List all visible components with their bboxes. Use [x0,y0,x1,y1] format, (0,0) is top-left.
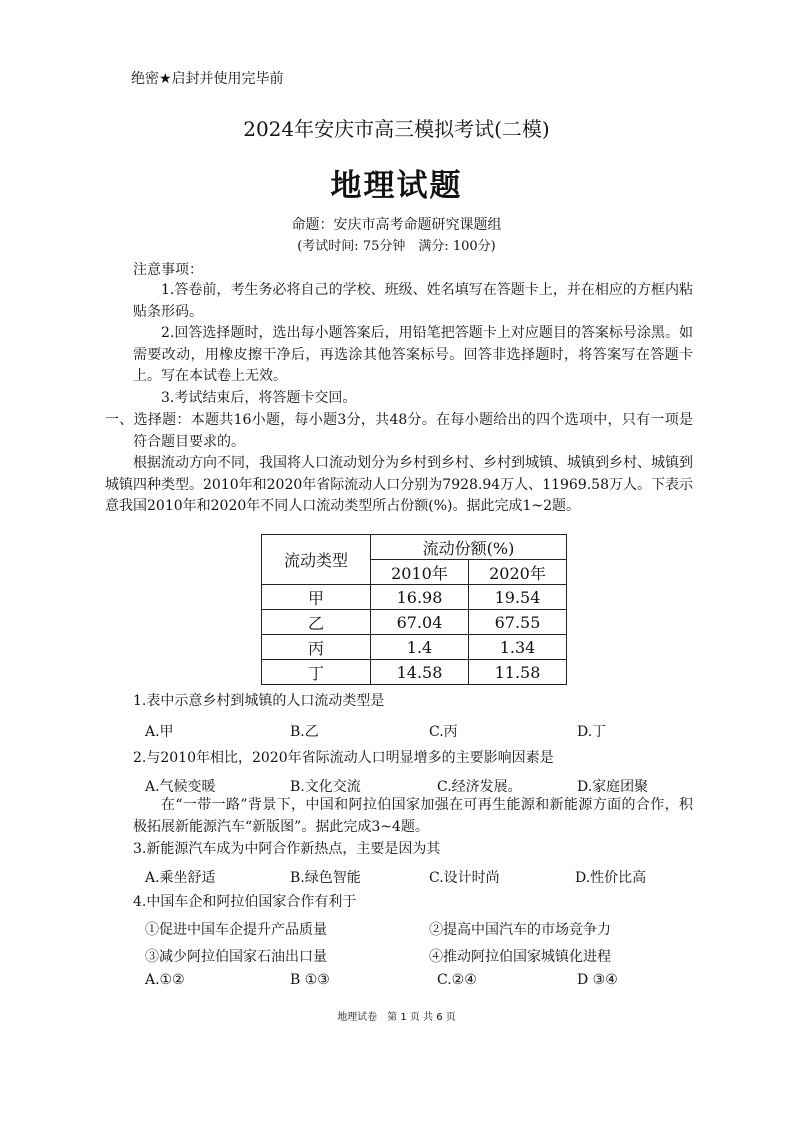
question-1-stem: 1.表中示意乡村到城镇的人口流动类型是 [133,693,385,709]
q4-item-2: ②提高中国汽车的市场竞争力 [429,922,611,938]
table-cell-type: 丙 [262,635,371,660]
q4-item-3: ③减少阿拉伯国家石油出口量 [145,949,327,965]
table-cell-2020: 67.55 [469,610,567,635]
table-header-type: 流动类型 [262,535,371,585]
population-flow-table [261,534,567,685]
table-cell-2010: 16.98 [371,585,469,610]
q2-option-b: B.文化交流 [290,779,361,795]
table-row [262,660,567,685]
table-cell-2020: 11.58 [469,660,567,685]
q2-option-d: D.家庭团聚 [577,779,649,795]
note-item-2: 2.回答选择题时，选出每小题答案后，用铅笔把答题卡上对应题目的答案标号涂黑。如需要改动，用橡皮擦干净后，再选涂其他答案标号。回答非选择题时，将答案写在答题卡上。写在本试卷上无效。 [133,325,693,384]
table-row [262,635,567,660]
table-row [262,585,567,610]
q4-option-d: D ③④ [577,972,618,988]
q2-option-c: C.经济发展。 [437,779,522,795]
table-cell-type: 乙 [262,610,371,635]
table-cell-2010: 14.58 [371,660,469,685]
setter-line: 命题：安庆市高考命题研究课题组 [291,217,502,233]
q4-option-a: A.①② [145,972,185,988]
table-cell-type: 丁 [262,660,371,685]
note-item-3: 3.考试结束后，将答题卡交回。 [161,390,357,406]
q1-option-d: D.丁 [577,724,607,740]
q1-option-c: C.丙 [429,724,458,740]
q3-option-d: D.性价比高 [575,870,647,886]
section1-title: 一、选择题：本题共16小题，每小题3分，共48分。在每小题给出的四个选项中，只有一项是符合题目要求的。 [105,412,693,450]
q4-item-1: ①促进中国车企提升产品质量 [145,922,327,938]
q1-option-a: A.甲 [145,724,174,740]
q2-option-a: A.气候变暖 [145,779,216,795]
table-cell-2020: 19.54 [469,585,567,610]
table-header-2020: 2020年 [469,560,567,585]
page-footer: 地理试卷 第 1 页 共 6 页 [337,1012,456,1023]
q3-option-b: B.绿色智能 [290,870,361,886]
table-cell-2020: 1.34 [469,635,567,660]
question-2-stem: 2.与2010年相比，2020年省际流动人口明显增多的主要影响因素是 [133,750,554,766]
table-cell-2010: 1.4 [371,635,469,660]
table-cell-type: 甲 [262,585,371,610]
time-info: (考试时间: 75分钟 满分: 100分) [297,239,496,254]
q3-option-a: A.乘坐舒适 [145,870,216,886]
table-row [262,610,567,635]
exam-title: 2024年安庆市高三模拟考试(二模) [243,117,550,141]
table-header-share: 流动份额(%) [371,535,567,560]
question-3-stem: 3.新能源汽车成为中阿合作新热点，主要是因为其 [133,841,441,857]
question-4-stem: 4.中国车企和阿拉伯国家合作有利于 [133,894,357,910]
table-cell-2010: 67.04 [371,610,469,635]
section1-intro: 根据流动方向不同，我国将人口流动划分为乡村到乡村、乡村到城镇、城镇到乡村、城镇到城镇四种类型。2010年和2020年省际流动人口分别为7928.94万人、11969.58万人。下表示意我国2010年和2020年不同人口流动类型所占份额(%)。据此完成1~2题。 [105,455,693,514]
subject-title: 地理试题 [330,168,463,204]
q4-item-4: ④推动阿拉伯国家城镇化进程 [429,949,611,965]
q1-option-b: B.乙 [290,724,319,740]
intro-3-4: 在“一带一路”背景下，中国和阿拉伯国家加强在可再生能源和新能源方面的合作，积极拓展新能源汽车“新版图”。据此完成3~4题。 [133,797,693,835]
notes-heading: 注意事项： [133,262,203,278]
table-header-2010: 2010年 [371,560,469,585]
q4-option-b: B ①③ [290,972,330,988]
note-item-1: 1.答卷前，考生务必将自己的学校、班级、姓名填写在答题卡上，并在相应的方框内粘贴条形码。 [133,282,693,320]
q4-option-c: C.②④ [437,972,477,988]
q3-option-c: C.设计时尚 [429,870,500,886]
secret-note: 绝密★启封并使用完毕前 [131,71,284,87]
